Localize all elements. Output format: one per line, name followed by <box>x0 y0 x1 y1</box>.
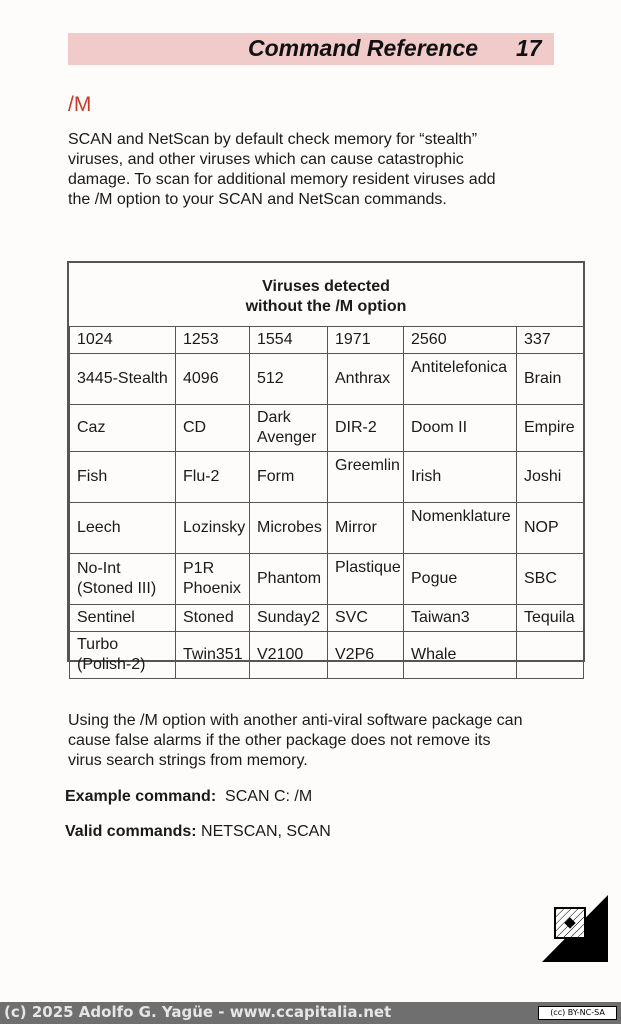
table-cell: Caz <box>70 405 176 452</box>
table-cell: Antitelefonica <box>404 354 517 405</box>
table-cell: P1R Phoenix <box>176 554 250 605</box>
table-cell: Mirror <box>328 503 404 554</box>
table-cell: Pogue <box>404 554 517 605</box>
example-label: Example command: <box>65 788 217 805</box>
table-cell: Empire <box>517 405 584 452</box>
table-cell: Greemlin <box>328 452 404 503</box>
valid-value: NETSCAN, SCAN <box>201 823 331 840</box>
intro-paragraph <box>68 130 548 210</box>
table-cell: Form <box>250 452 328 503</box>
note-line: virus search strings from memory. <box>68 752 308 769</box>
table-cell: Sunday2 <box>250 605 328 632</box>
virus-table-caption <box>69 277 583 317</box>
example-value: SCAN C: /M <box>225 788 313 805</box>
table-cell: Flu-2 <box>176 452 250 503</box>
table-cell: Doom II <box>404 405 517 452</box>
table-cell: Twin351 <box>176 632 250 679</box>
table-cell: SBC <box>517 554 584 605</box>
note-line: cause false alarms if the other package does not remove its <box>68 732 491 749</box>
table-cell <box>517 632 584 679</box>
note-line: Using the /M option with another anti-viral software package can <box>68 712 523 729</box>
table-cell: SVC <box>328 605 404 632</box>
example-command <box>65 788 312 806</box>
table-cell: Irish <box>404 452 517 503</box>
table-row <box>70 632 584 679</box>
intro-line: SCAN and NetScan by default check memory for “stealth” <box>68 131 478 148</box>
table-cell: V2100 <box>250 632 328 679</box>
cc-license-badge: (cc) BY-NC-SA <box>538 1006 617 1020</box>
table-cell: V2P6 <box>328 632 404 679</box>
table-cell: DIR-2 <box>328 405 404 452</box>
table-cell: Sentinel <box>70 605 176 632</box>
valid-commands <box>65 823 331 841</box>
table-cell: Taiwan3 <box>404 605 517 632</box>
table-row <box>70 327 584 354</box>
footer-credit: (c) 2025 Adolfo G. Yagüe - www.ccapitalia.net <box>4 1003 392 1021</box>
table-cell: 2560 <box>404 327 517 354</box>
table-row <box>70 554 584 605</box>
section-title: /M <box>68 93 92 116</box>
table-row <box>70 605 584 632</box>
table-cell: 1971 <box>328 327 404 354</box>
table-cell: Joshi <box>517 452 584 503</box>
corner-logo-icon <box>542 895 608 962</box>
table-cell: Stoned <box>176 605 250 632</box>
table-cell: Brain <box>517 354 584 405</box>
virus-table <box>69 326 584 679</box>
caption-line: without the /M option <box>245 298 407 315</box>
table-cell: 1253 <box>176 327 250 354</box>
table-cell: 1554 <box>250 327 328 354</box>
table-cell: Plastique <box>328 554 404 605</box>
table-cell: CD <box>176 405 250 452</box>
table-cell: Microbes <box>250 503 328 554</box>
table-cell: Whale <box>404 632 517 679</box>
table-cell: NOP <box>517 503 584 554</box>
table-cell: Leech <box>70 503 176 554</box>
table-cell: No-Int (Stoned III) <box>70 554 176 605</box>
table-cell: Lozinsky <box>176 503 250 554</box>
table-cell: 337 <box>517 327 584 354</box>
table-row <box>70 503 584 554</box>
table-cell: Fish <box>70 452 176 503</box>
caption-line: Viruses detected <box>262 278 390 295</box>
valid-label: Valid commands: <box>65 823 197 840</box>
table-cell: Anthrax <box>328 354 404 405</box>
table-cell: Turbo (Polish-2) <box>70 632 176 679</box>
table-cell: Nomenklature <box>404 503 517 554</box>
table-cell: Phantom <box>250 554 328 605</box>
intro-line: viruses, and other viruses which can cause catastrophic <box>68 151 464 168</box>
intro-line: the /M option to your SCAN and NetScan commands. <box>68 191 447 208</box>
table-row <box>70 354 584 405</box>
table-cell: 4096 <box>176 354 250 405</box>
page-number: 17 <box>516 35 542 61</box>
table-cell: 3445-Stealth <box>70 354 176 405</box>
page-header-title: Command Reference <box>248 35 479 61</box>
table-cell: Tequila <box>517 605 584 632</box>
table-cell: 512 <box>250 354 328 405</box>
intro-line: damage. To scan for additional memory resident viruses add <box>68 171 496 188</box>
note-paragraph <box>68 711 548 771</box>
table-cell: 1024 <box>70 327 176 354</box>
table-cell: Dark Avenger <box>250 405 328 452</box>
table-row <box>70 405 584 452</box>
table-row <box>70 452 584 503</box>
